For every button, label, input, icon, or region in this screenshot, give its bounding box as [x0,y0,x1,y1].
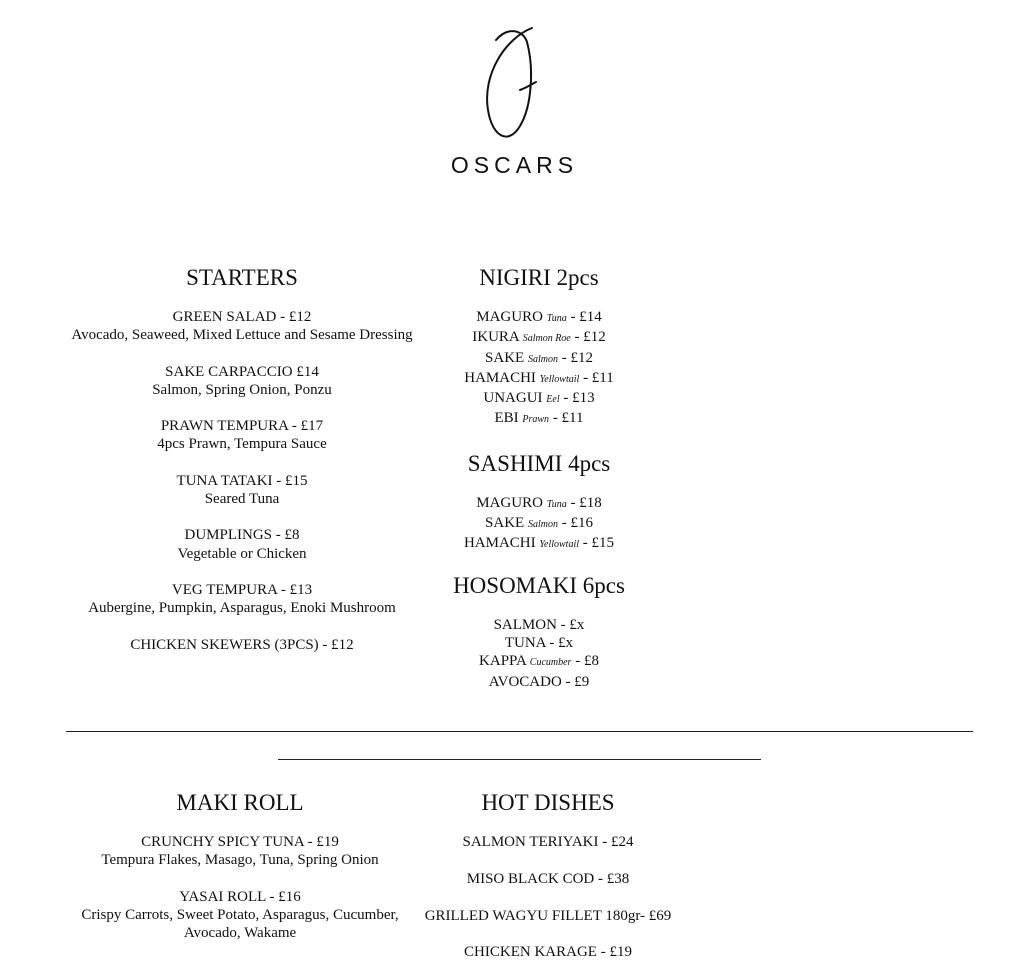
item-name: CHICKEN SKEWERS (3PCS) - £12 [130,636,354,653]
starters-section [62,263,422,654]
item-translation: Tuna [546,498,567,510]
signature-o-icon [472,22,552,146]
item-translation: Salmon [527,519,558,531]
item-name: MAGURO [476,494,543,511]
menu-item [62,308,422,345]
sushi-section [420,263,658,691]
item-name: HAMACHI [463,535,536,552]
item-description-line-1: Crispy Carrots, Sweet Potato, Asparagus, Cucumber, [81,906,399,923]
item-name: GREEN SALAD - £12 [172,309,312,325]
sashimi-list [420,494,658,555]
item-translation: Tuna [546,313,567,324]
menu-item [62,636,422,654]
item-name: AVOCADO - £9 [488,673,590,690]
item-translation: Yellowtail [539,539,580,551]
item-name: MAGURO [476,309,543,325]
menu-item: GRILLED WAGYU FILLET 180gr- £69 [424,907,672,924]
menu-item [420,494,658,514]
menu-item [420,409,658,429]
item-description: Seared Tuna [204,491,280,508]
menu-item [420,328,658,348]
item-price: - £11 [552,410,584,427]
item-name: UNAGUI [483,390,543,407]
menu-item [62,581,422,618]
item-name: TUNA - £x [504,634,574,651]
menu-item [420,514,658,534]
item-description: Aubergine, Pumpkin, Asparagus, Enoki Mushroom [88,600,396,617]
item-price: - £8 [575,653,599,670]
item-translation: Prawn [522,414,550,426]
menu-item [62,363,422,400]
item-name: SAKE CARPACCIO £14 [165,363,319,380]
item-name: HAMACHI [464,369,536,386]
item-name: DUMPLINGS - £8 [184,527,300,544]
menu-item [420,534,658,554]
menu-item [60,888,420,943]
item-name: SAKE [485,515,525,532]
hot-dishes-title: HOT DISHES [481,790,615,815]
item-price: - £18 [570,494,602,511]
item-price: - £12 [574,329,606,346]
menu-item [420,369,658,389]
item-name: SAKE [485,349,525,366]
divider-long [66,731,973,732]
menu-item [420,308,658,328]
item-price: - £16 [561,515,593,532]
item-name: EBI [494,410,519,427]
menu-item: SALMON TERIYAKI - £24 [462,834,634,850]
item-description: 4pcs Prawn, Tempura Sauce [157,436,327,453]
menu-item [420,652,658,672]
item-description: Avocado, Seaweed, Mixed Lettuce and Sesame Dressing [71,327,413,344]
menu-item [62,526,422,563]
item-price: - £14 [570,309,602,325]
item-name: IKURA [472,329,519,346]
nigiri-title: NIGIRI 2pcs [479,265,599,290]
item-name: PRAWN TEMPURA - £17 [160,418,324,435]
item-name: CRUNCHY SPICY TUNA - £19 [141,834,339,850]
hosomaki-list [420,616,658,691]
hosomaki-title: HOSOMAKI 6pcs [453,572,625,598]
menu-item [420,349,658,369]
item-translation: Yellowtail [539,373,580,385]
menu-item [420,389,658,409]
hot-dishes-section [408,788,688,962]
item-price: - £11 [583,369,614,386]
menu-item [420,616,658,634]
maki-roll-section [60,788,420,942]
sashimi-title: SASHIMI 4pcs [467,450,611,476]
item-price: - £13 [563,390,595,407]
item-name: YASAI ROLL - £16 [179,888,301,905]
item-name: KAPPA [479,653,527,670]
item-name: SALMON - £x [493,616,585,633]
starters-title: STARTERS [186,265,298,290]
item-description-line-2: Avocado, Wakame [183,925,297,942]
menu-item [62,472,422,509]
item-description: Tempura Flakes, Masago, Tuna, Spring Onion [101,852,379,869]
brand-name: OSCARS [450,152,579,178]
maki-roll-title: MAKI ROLL [176,790,304,815]
item-translation: Eel [546,394,560,406]
nigiri-list [420,308,658,430]
menu-item [62,417,422,454]
item-description: Salmon, Spring Onion, Ponzu [152,381,332,398]
menu-item [60,833,420,870]
item-name: VEG TEMPURA - £13 [171,581,313,598]
divider-short [278,759,761,760]
item-translation: Salmon [527,353,558,365]
menu-item [420,634,658,652]
menu-item: MISO BLACK COD - £38 [466,870,630,887]
item-description: Vegetable or Chicken [177,545,307,562]
menu-item: CHICKEN KARAGE - £19 [464,944,632,961]
item-translation: Salmon Roe [522,333,571,345]
menu-item [420,673,658,691]
item-price: - £12 [561,349,593,366]
brand-logo [0,22,1024,179]
item-translation: Cucumber [529,657,572,669]
item-price: - £15 [582,535,615,552]
item-name: TUNA TATAKI - £15 [176,472,308,489]
